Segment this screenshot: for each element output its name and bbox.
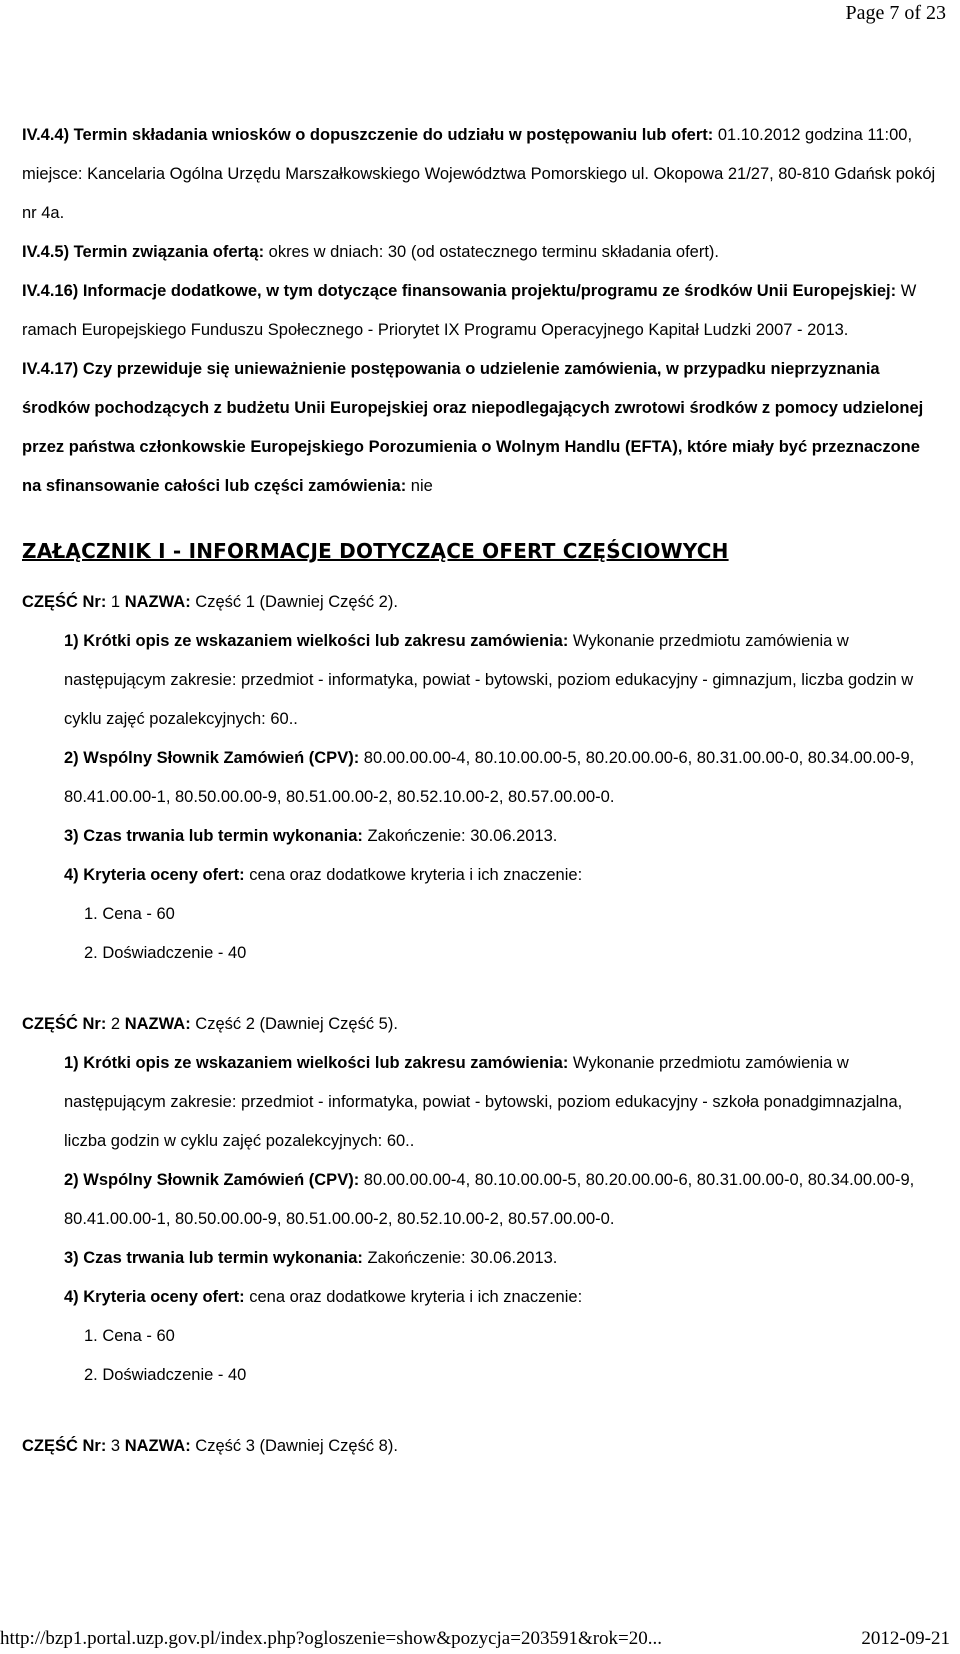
part-duration	[64, 817, 942, 856]
part-nr: 3	[106, 1437, 125, 1455]
part-cpv	[64, 739, 942, 817]
footer-date: 2012-09-21	[861, 1628, 950, 1649]
part-name-label: NAZWA:	[124, 1015, 191, 1033]
part-2	[22, 1005, 942, 1395]
section-label: IV.4.17) Czy przewiduje się unieważnienie postępowania o udzielenie zamówienia, w przypadku nieprzyznania środków pochodzących z budżetu Unii Europejskiej oraz niepodlegających zwrotowi środków z pomocy udzielonej przez państwa członkowskie Europejskiego Porozumienia o Wolnym Handlu (EFTA), które miały być przeznaczone na sfinansowanie całości lub części zamówienia:	[22, 360, 924, 495]
part-criteria	[64, 856, 942, 895]
section-text: okres w dniach: 30 (od ostatecznego terminu składania ofert).	[264, 243, 719, 261]
part-nr: 1	[106, 593, 125, 611]
page-number: Page 7 of 23	[845, 2, 946, 24]
criteria-label: 4) Kryteria oceny ofert:	[64, 866, 245, 884]
criterion-item: 1. Cena - 60	[84, 905, 175, 923]
part-duration	[64, 1239, 942, 1278]
criterion-item: 1. Cena - 60	[84, 1327, 175, 1345]
description-label: 1) Krótki opis ze wskazaniem wielkości lub zakresu zamówienia:	[64, 1054, 569, 1072]
document-body	[22, 116, 942, 1466]
section-text: W ramach Europejskiego Funduszu Społecznego - Priorytet IX Programu Operacyjnego Kapitał Ludzki 2007 - 2013.	[22, 282, 917, 339]
section-label: IV.4.16) Informacje dodatkowe, w tym dotyczące finansowania projektu/programu ze środków Unii Europejskiej:	[22, 282, 897, 300]
section-iv-4-16	[22, 272, 942, 350]
duration-label: 3) Czas trwania lub termin wykonania:	[64, 1249, 363, 1267]
criterion-item: 2. Doświadczenie - 40	[84, 944, 247, 962]
cpv-text: 80.00.00.00-4, 80.10.00.00-5, 80.20.00.00-6, 80.31.00.00-0, 80.34.00.00-9, 80.41.00.00-1, 80.50.00.00-9, 80.51.00.00-2, 80.52.10.00-2, 80.57.00.00-0.	[64, 1171, 915, 1228]
part-name: Część 2 (Dawniej Część 5).	[190, 1015, 398, 1033]
criteria-label: 4) Kryteria oceny ofert:	[64, 1288, 245, 1306]
part-description	[64, 1044, 942, 1161]
criteria-text: cena oraz dodatkowe kryteria i ich znaczenie:	[244, 866, 583, 884]
criteria-text: cena oraz dodatkowe kryteria i ich znaczenie:	[244, 1288, 583, 1306]
cpv-label: 2) Wspólny Słownik Zamówień (CPV):	[64, 749, 360, 767]
part-body	[64, 1044, 942, 1395]
criterion-item: 2. Doświadczenie - 40	[84, 1366, 247, 1384]
page-footer	[0, 1628, 950, 1650]
part-description	[64, 622, 942, 739]
part-title	[22, 1005, 942, 1044]
part-3	[22, 1427, 942, 1466]
part-name: Część 3 (Dawniej Część 8).	[190, 1437, 398, 1455]
part-cpv	[64, 1161, 942, 1239]
duration-text: Zakończenie: 30.06.2013.	[362, 827, 558, 845]
footer-url: http://bzp1.portal.uzp.gov.pl/index.php?ogloszenie=show&pozycja=203591&rok=20...	[0, 1628, 663, 1649]
section-label: IV.4.4) Termin składania wniosków o dopuszczenie do udziału w postępowaniu lub ofert:	[22, 126, 714, 144]
duration-label: 3) Czas trwania lub termin wykonania:	[64, 827, 363, 845]
section-text: nie	[406, 477, 433, 495]
part-body	[64, 622, 942, 973]
part-nr-label: CZĘŚĆ Nr:	[22, 1437, 107, 1455]
part-title	[22, 583, 942, 622]
section-iv-4-4	[22, 116, 942, 233]
part-criteria	[64, 1278, 942, 1317]
description-text: Wykonanie przedmiotu zamówienia w następującym zakresie: przedmiot - informatyka, powiat - bytowski, poziom edukacyjny - szkoła ponadgimnazjalna, liczba godzin w cyklu zajęć pozalekcyjnych: 60..	[64, 1054, 903, 1150]
part-name: Część 1 (Dawniej Część 2).	[190, 593, 398, 611]
part-title	[22, 1427, 942, 1466]
part-nr-label: CZĘŚĆ Nr:	[22, 1015, 107, 1033]
annex-heading: ZAŁĄCZNIK I - INFORMACJE DOTYCZĄCE OFERT CZĘŚCIOWYCH	[22, 539, 729, 563]
section-iv-4-5	[22, 233, 942, 272]
section-label: IV.4.5) Termin związania ofertą:	[22, 243, 265, 261]
description-text: Wykonanie przedmiotu zamówienia w następującym zakresie: przedmiot - informatyka, powiat - bytowski, poziom edukacyjny - gimnazjum, liczba godzin w cyklu zajęć pozalekcyjnych: 60..	[64, 632, 914, 728]
part-nr-label: CZĘŚĆ Nr:	[22, 593, 107, 611]
part-name-label: NAZWA:	[124, 1437, 191, 1455]
cpv-label: 2) Wspólny Słownik Zamówień (CPV):	[64, 1171, 360, 1189]
section-iv-4-17	[22, 350, 942, 506]
section-text: 01.10.2012 godzina 11:00, miejsce: Kancelaria Ogólna Urzędu Marszałkowskiego Województwa Pomorskiego ul. Okopowa 21/27, 80-810 Gdańsk pokój nr 4a.	[22, 126, 936, 222]
part-name-label: NAZWA:	[124, 593, 191, 611]
part-1	[22, 583, 942, 973]
cpv-text: 80.00.00.00-4, 80.10.00.00-5, 80.20.00.00-6, 80.31.00.00-0, 80.34.00.00-9, 80.41.00.00-1, 80.50.00.00-9, 80.51.00.00-2, 80.52.10.00-2, 80.57.00.00-0.	[64, 749, 915, 806]
description-label: 1) Krótki opis ze wskazaniem wielkości lub zakresu zamówienia:	[64, 632, 569, 650]
duration-text: Zakończenie: 30.06.2013.	[362, 1249, 558, 1267]
part-nr: 2	[106, 1015, 125, 1033]
